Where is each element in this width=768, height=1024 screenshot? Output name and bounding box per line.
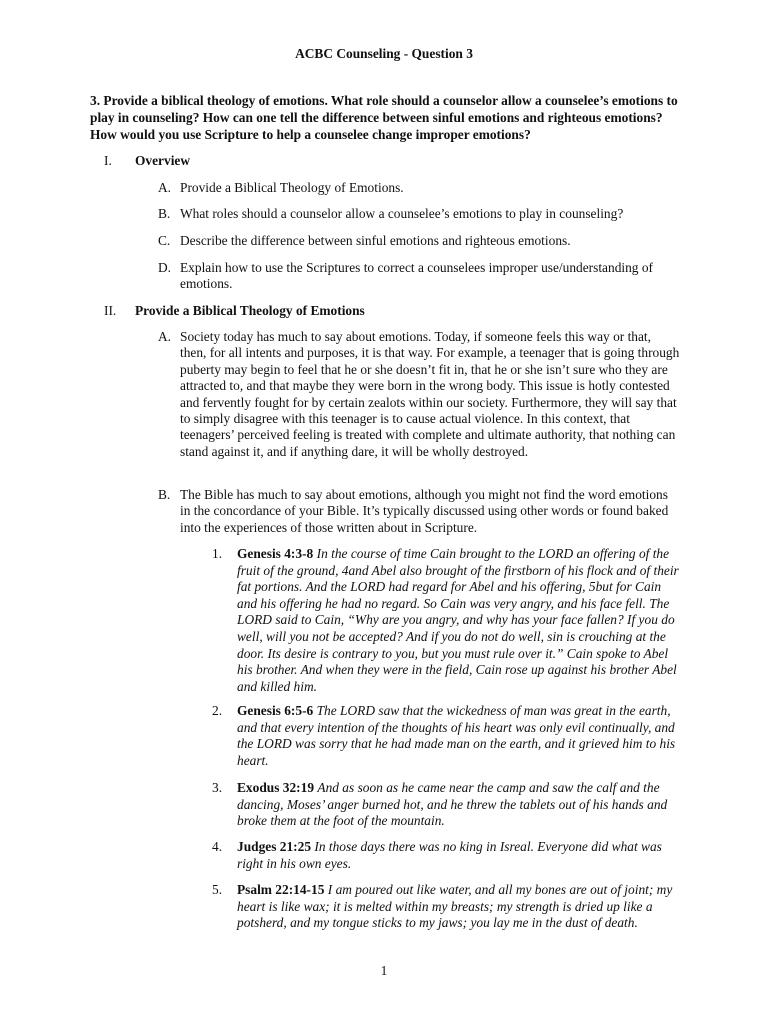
item-label: A. [158,329,172,344]
section-heading-theology [104,303,365,320]
item-label: D. [158,260,172,275]
item-text: Provide a Biblical Theology of Emotions. [180,180,404,195]
page-header: ACBC Counseling - Question 3 [295,46,473,61]
outline-item [158,233,680,249]
scripture-reference [212,839,682,872]
reference-citation: Judges 21:25 [237,839,312,854]
reference-number: 1. [212,546,223,561]
reference-citation: Psalm 22:14-15 [237,882,325,897]
outline-item [158,487,680,536]
section-heading-overview [104,153,190,170]
reference-number: 2. [212,703,223,718]
reference-quote: The LORD saw that the wickedness of man was great in the earth, and that every intention of the thoughts of his heart was only evil continually, and the LORD was sorry that he had made man on the earth, and it grieved him to his heart. [237,703,676,768]
outline-item [158,180,680,196]
reference-number: 4. [212,839,223,854]
item-text: What roles should a counselor allow a counselee’s emotions to play in counseling? [180,206,624,221]
item-text: Describe the difference between sinful emotions and righteous emotions. [180,233,571,248]
item-text: Society today has much to say about emotions. Today, if someone feels this way or that, then, for all intents and purposes, it is that way. For example, a teenager that is going through puberty may begin to feel that he or she doesn’t fit in, that he or she isn’t sure who they are attracted to, and that maybe they were born in the wrong body. This issue is hotly contested and fervently fought for by certain zealots within our society. Furthermore, they will say that to simply disagree with this teenager is to cause actual violence. In this context, that teenagers’ perceived feeling is treated with complete and ultimate authority, that nothing can stand against it, and if anything dare, it will be wholly destroyed. [180,329,680,459]
reference-number: 3. [212,780,223,795]
scripture-reference [212,703,682,769]
section-numeral: I. [104,153,112,168]
outline-item [158,329,680,460]
item-label: A. [158,180,172,195]
item-label: B. [158,206,171,221]
reference-number: 5. [212,882,223,897]
scripture-reference [212,546,682,695]
reference-quote: In those days there was no king in Isreal. Everyone did what was right in his own eyes. [237,839,662,871]
reference-quote: I am poured out like water, and all my bones are out of joint; my heart is like wax; it is melted within my breasts; my strength is dried up like a potsherd, and my tongue sticks to my jaws; you lay me in the dust of death. [237,882,673,931]
reference-quote: And as soon as he came near the camp and saw the calf and the dancing, Moses’ anger burned hot, and he threw the tablets out of his hands and broke them at the foot of the mountain. [237,780,668,829]
outline-item [158,206,680,222]
section-title: Overview [135,153,191,168]
question-prompt: 3. Provide a biblical theology of emotions. What role should a counselor allow a counselee’s emotions to play in counseling? How can one tell the difference between sinful emotions and righteous emotions? How would you use Scripture to help a counselee change improper emotions? [90,93,678,142]
outline-item [158,260,680,293]
reference-citation: Exodus 32:19 [237,780,315,795]
item-label: C. [158,233,171,248]
scripture-reference [212,882,682,932]
section-title: Provide a Biblical Theology of Emotions [135,303,365,318]
item-text: The Bible has much to say about emotions, although you might not find the word emotions in the concordance of your Bible. It’s typically discussed using other words or found baked into the experiences of those written about in Scripture. [180,487,669,535]
reference-citation: Genesis 4:3-8 [237,546,314,561]
scripture-reference [212,780,682,830]
reference-quote: In the course of time Cain brought to the LORD an offering of the fruit of the ground, 4and Abel also brought of the firstborn of his flock and of their fat portions. And the LORD had regard for Abel and his offering, 5but for Cain and his offering he had no regard. So Cain was very angry, and his face fell. The LORD said to Cain, “Why are you angry, and why has your face fallen? If you do well, will you not be accepted? And if you do not do well, sin is crouching at the door. Its desire is contrary to you, but you must rule over it.” Cain spoke to Abel his brother. And when they were in the field, Cain rose up against his brother Abel and killed him. [237,546,679,694]
page-number: 1 [380,963,388,978]
item-text: Explain how to use the Scriptures to correct a counselees improper use/understanding of emotions. [180,260,654,292]
item-label: B. [158,487,171,502]
reference-citation: Genesis 6:5-6 [237,703,314,718]
section-numeral: II. [104,303,117,318]
